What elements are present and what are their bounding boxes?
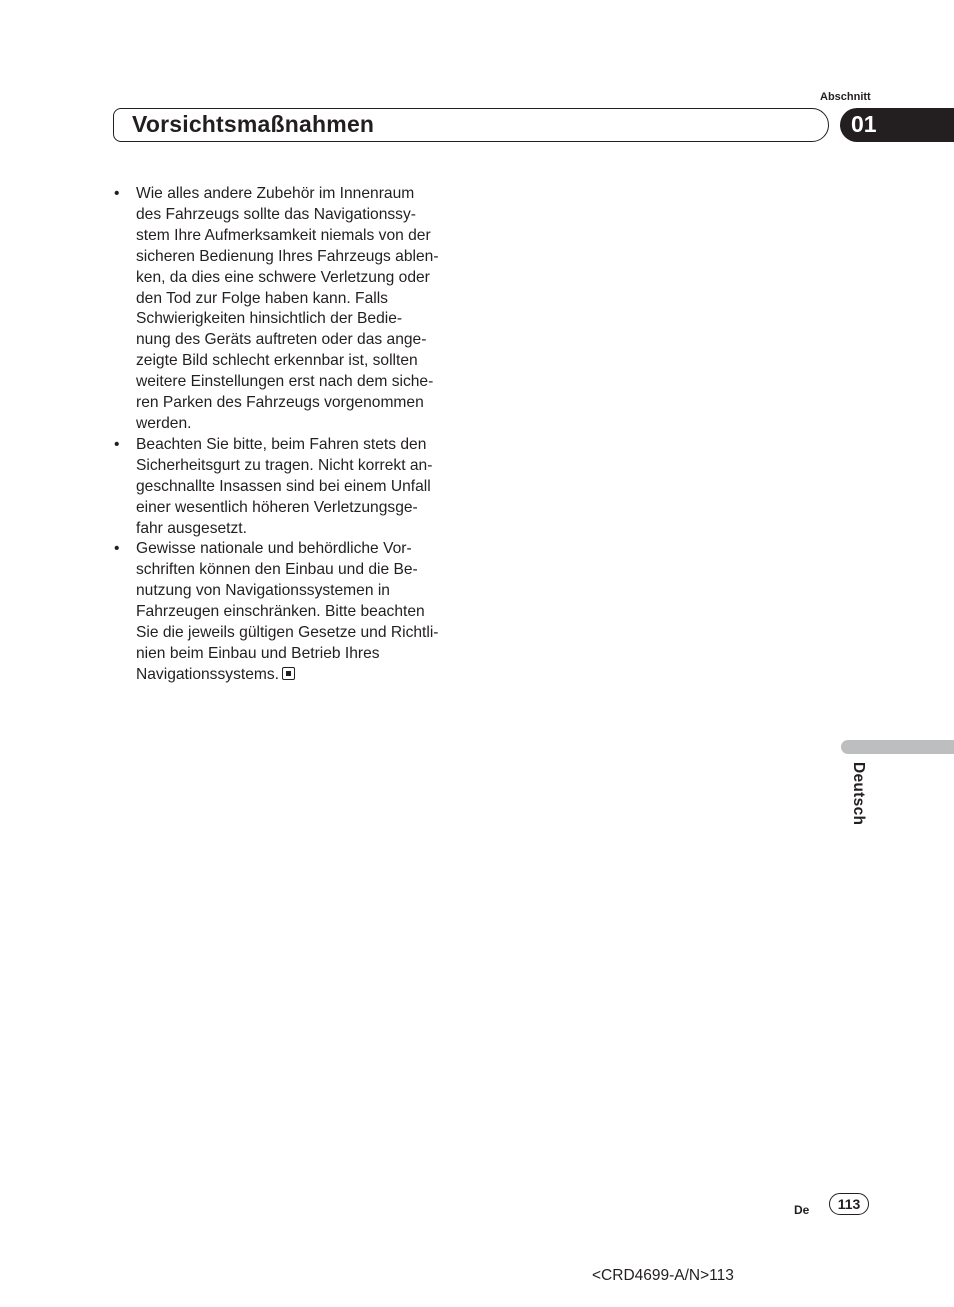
bullet-item-3 bbox=[113, 539, 463, 685]
bullet-line: ken, da dies eine schwere Verletzung oder bbox=[136, 268, 430, 286]
bullet-line-text: Navigationssystems. bbox=[136, 665, 279, 683]
bullet-line: schriften können den Einbau und die Be- bbox=[136, 561, 418, 579]
bullet-item-1 bbox=[113, 184, 463, 435]
end-of-section-square-icon bbox=[282, 667, 295, 680]
bullet-dot: • bbox=[114, 435, 120, 453]
section-label: Abschnitt bbox=[820, 91, 871, 103]
bullet-line: Wie alles andere Zubehör im Innenraum bbox=[136, 185, 415, 202]
bullet-line: Schwierigkeiten hinsichtlich der Bedie- bbox=[136, 310, 403, 328]
bullet-line: einer wesentlich höheren Verletzungsge- bbox=[136, 498, 418, 516]
bullet-line: zeigte Bild schlecht erkennbar ist, sollten bbox=[136, 352, 418, 370]
bullet-line: werden. bbox=[136, 414, 192, 432]
bullet-last-line bbox=[136, 665, 463, 686]
bullet-line: nutzung von Navigationssystemen in bbox=[136, 582, 390, 600]
bullet-line: Sie die jeweils gültigen Gesetze und Richtli- bbox=[136, 624, 439, 642]
chapter-number: 01 bbox=[851, 111, 877, 137]
bullet-line: stem Ihre Aufmerksamkeit niemals von der bbox=[136, 226, 431, 244]
bullet-line: Sicherheitsgurt zu tragen. Nicht korrekt an- bbox=[136, 456, 433, 474]
bullet-line: Gewisse nationale und behördliche Vor- bbox=[136, 540, 412, 558]
main-content bbox=[113, 184, 463, 686]
chapter-tab bbox=[840, 108, 954, 142]
bullet-list bbox=[113, 184, 463, 686]
bullet-dot: • bbox=[114, 540, 120, 558]
language-side-label: Deutsch bbox=[850, 762, 867, 826]
language-tab-bar bbox=[841, 740, 954, 754]
bullet-line: weitere Einstellungen erst nach dem siche- bbox=[136, 373, 434, 391]
bullet-line: des Fahrzeugs sollte das Navigationssy- bbox=[136, 205, 416, 223]
page-title: Vorsichtsmaßnahmen bbox=[132, 111, 375, 137]
bullet-line: Beachten Sie bitte, beim Fahren stets den bbox=[136, 435, 427, 453]
bullet-line: ren Parken des Fahrzeugs vorgenommen bbox=[136, 394, 424, 412]
bullet-line: geschnallte Insassen sind bei einem Unfall bbox=[136, 477, 431, 495]
document-code: <CRD4699-A/N>113 bbox=[592, 1267, 734, 1284]
title-bar bbox=[113, 108, 829, 142]
bullet-line: nien beim Einbau und Betrieb Ihres bbox=[136, 644, 380, 662]
bullet-dot: • bbox=[114, 185, 120, 202]
bullet-line: fahr ausgesetzt. bbox=[136, 519, 247, 537]
footer-language-code: De bbox=[794, 1203, 810, 1217]
bullet-line: sicheren Bedienung Ihres Fahrzeugs ablen- bbox=[136, 247, 439, 265]
bullet-line: nung des Geräts auftreten oder das ange- bbox=[136, 331, 427, 349]
bullet-line: Fahrzeugen einschränken. Bitte beachten bbox=[136, 603, 425, 621]
bullet-item-2 bbox=[113, 435, 463, 540]
page-number: 113 bbox=[829, 1193, 869, 1215]
bullet-line: den Tod zur Folge haben kann. Falls bbox=[136, 289, 388, 307]
